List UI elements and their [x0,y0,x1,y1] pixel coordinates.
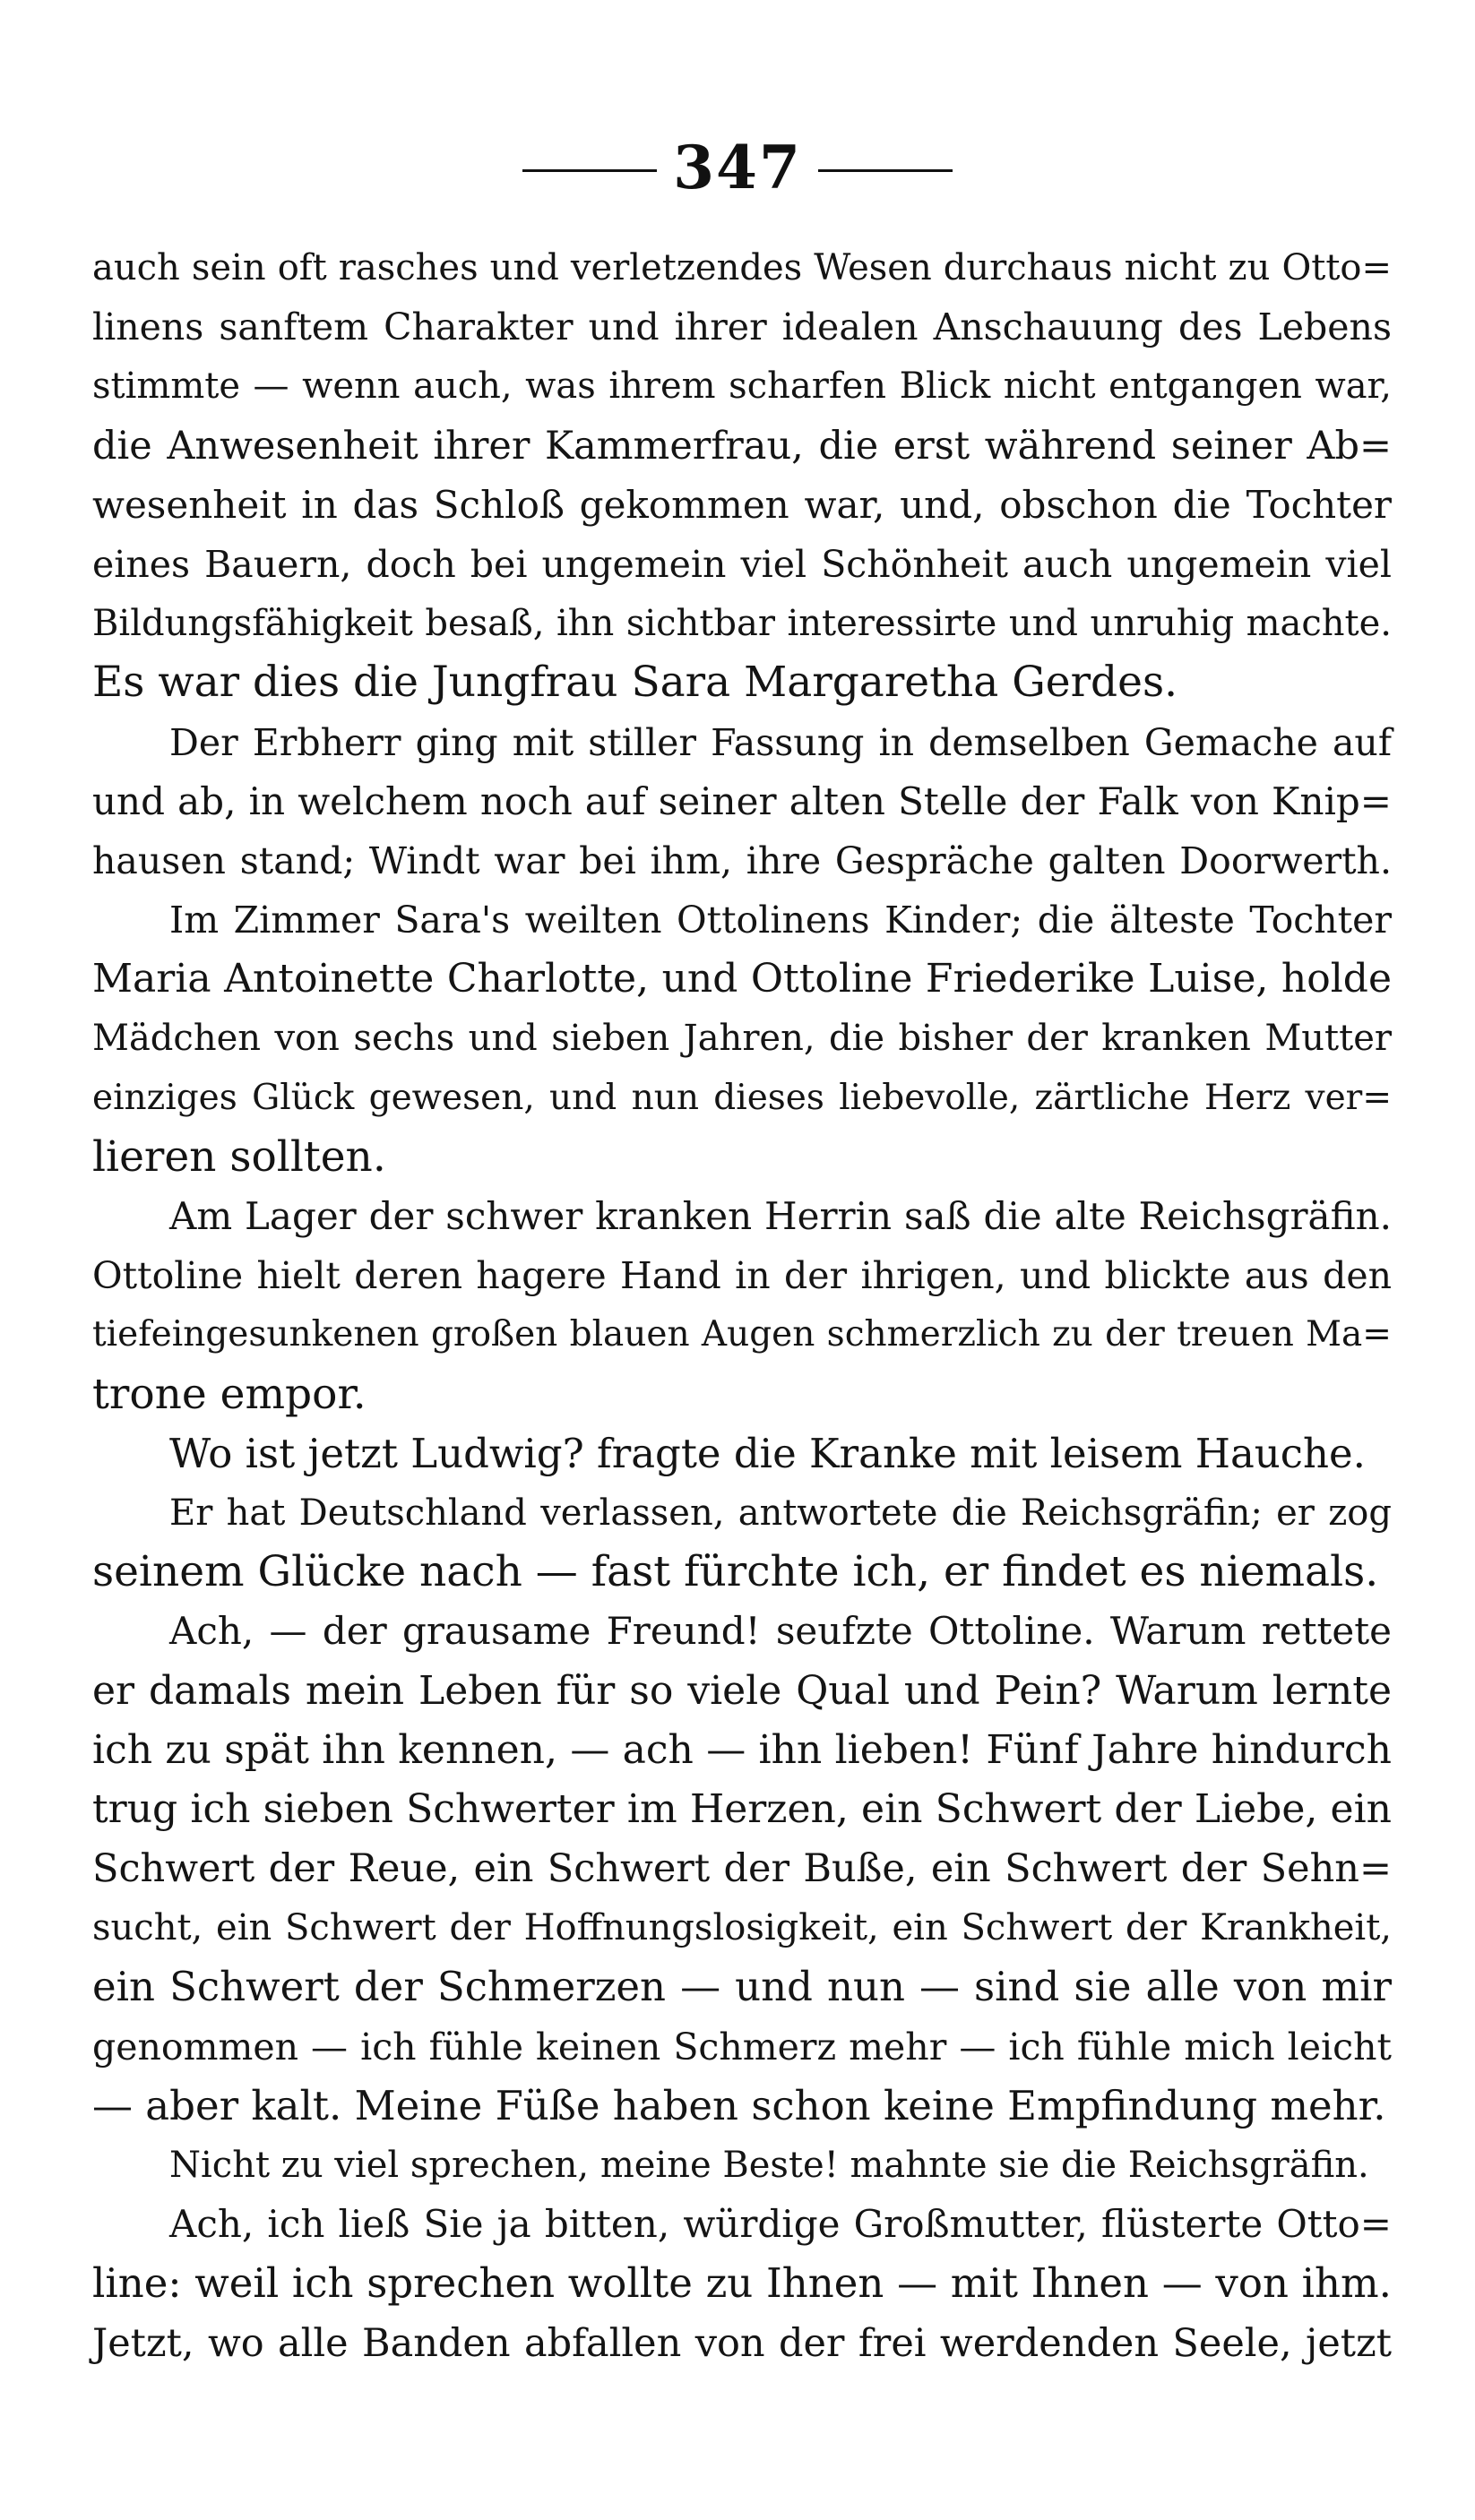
text-line: hausen stand; Windt war bei ihm, ihre Gespräche galten Doorwerth. [92,839,1392,882]
text-line: Bildungsfähigkeit besaß, ihn sichtbar interessirte und unruhig machte. [92,603,1392,645]
text-line: trone empor. [92,1369,367,1419]
text-line: Maria Antoinette Charlotte, und Ottoline Friederike Luise, holde [92,956,1392,1002]
page-number: 347 [673,133,802,202]
text-line: Mädchen von sechs und sieben Jahren, die bisher der kranken Mutter [92,1018,1392,1060]
text-line: genommen — ich fühle keinen Schmerz mehr — ich fühle mich leicht [92,2025,1392,2068]
text-line: stimmte — wenn auch, was ihrem scharfen Blick nicht entgangen war, [92,366,1392,408]
text-line: ein Schwert der Schmerzen — und nun — sind sie alle von mir [92,1963,1392,2011]
text-line: trug ich sieben Schwerter im Herzen, ein Schwert der Liebe, ein [92,1785,1392,1832]
text-line: Im Zimmer Sara's weilten Ottolinens Kinder; die älteste Tochter [169,899,1392,942]
text-line: Er hat Deutschland verlassen, antwortete die Reichsgräfin; er zog [169,1492,1392,1534]
body-text [92,238,1392,2373]
text-line: Am Lager der schwer kranken Herrin saß die alte Reichsgräfin. [169,1194,1392,1238]
text-line: die Anwesenheit ihrer Kammerfrau, die erst während seiner Ab= [92,423,1392,469]
text-line: einziges Glück gewesen, und nun dieses liebevolle, zärtliche Herz ver= [92,1077,1392,1118]
text-line: ich zu spät ihn kennen, — ach — ihn lieben! Fünf Jahre hindurch [92,1726,1392,1773]
text-line: line: weil ich sprechen wollte zu Ihnen — mit Ihnen — von ihm. [92,2259,1392,2308]
header-rule-right [818,169,953,172]
header-rule-left [522,169,657,172]
text-line: Wo ist jetzt Ludwig? fragte die Kranke mit leisem Hauche. [169,1429,1366,1477]
text-line: Ottoline hielt deren hagere Hand in der ihrigen, und blickte aus den [92,1254,1392,1298]
text-line: seinem Glücke nach — fast fürchte ich, er findet es niemals. [92,1547,1379,1597]
text-line: Ach, — der grausame Freund! seufzte Ottoline. Warum rettete [169,1609,1392,1654]
text-line: Nicht zu viel sprechen, meine Beste! mahnte sie die Reichsgräfin. [169,2145,1369,2186]
text-line: eines Bauern, doch bei ungemein viel Schönheit auch ungemein viel [92,542,1392,586]
text-line: Es war dies die Jungfrau Sara Margaretha Gerdes. [92,658,1178,708]
text-line: Ach, ich ließ Sie ja bitten, würdige Großmutter, flüsterte Otto= [169,2202,1392,2247]
text-line: auch sein oft rasches und verletzendes Wesen durchaus nicht zu Otto= [92,247,1392,288]
text-line: Jetzt, wo alle Banden abfallen von der frei werdenden Seele, jetzt [92,2320,1392,2366]
text-line: Der Erbherr ging mit stiller Fassung in demselben Gemache auf [169,720,1392,764]
text-line: linens sanftem Charakter und ihrer idealen Anschauung des Lebens [92,305,1392,349]
text-line: — aber kalt. Meine Füße haben schon keine Empfindung mehr. [92,2081,1386,2129]
text-line: lieren sollten. [92,1131,386,1182]
text-line: tiefeingesunkenen großen blauen Augen schmerzlich zu der treuen Ma= [92,1314,1392,1355]
page-header [0,133,1475,202]
text-line: sucht, ein Schwert der Hoffnungslosigkeit, ein Schwert der Krankheit, [92,1907,1392,1949]
text-line: wesenheit in das Schloß gekommen war, und, obschon die Tochter [92,482,1392,527]
text-line: er damals mein Leben für so viele Qual und Pein? Warum lernte [92,1667,1392,1714]
text-line: und ab, in welchem noch auf seiner alten Stelle der Falk von Knip= [92,778,1392,823]
text-line: Schwert der Reue, ein Schwert der Buße, ein Schwert der Sehn= [92,1846,1392,1892]
